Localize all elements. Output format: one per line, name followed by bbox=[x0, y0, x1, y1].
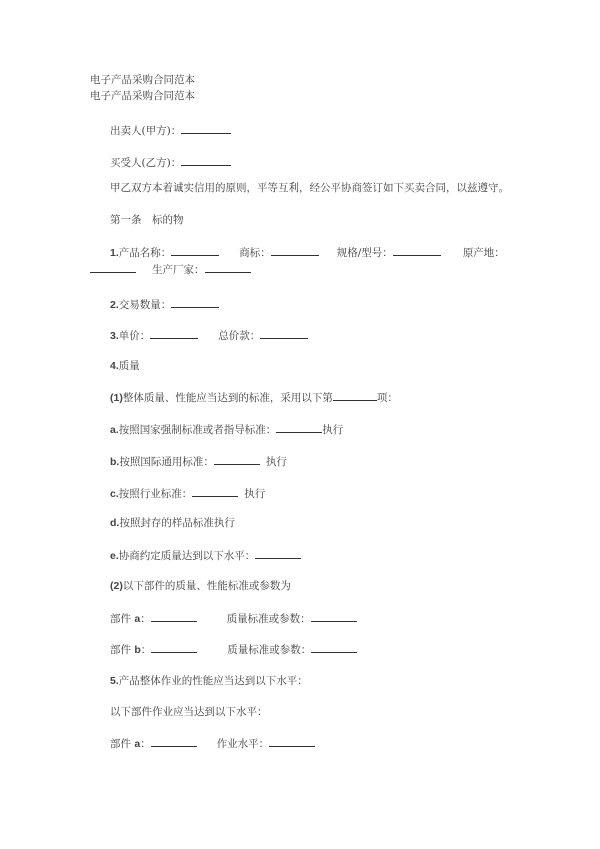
part-a-param-blank[interactable] bbox=[311, 612, 357, 622]
part-a2-colon: ： bbox=[140, 738, 151, 750]
item-5-line bbox=[110, 675, 308, 688]
quality-c-letter: c. bbox=[110, 488, 119, 500]
quality-1-number: (1) bbox=[110, 392, 123, 404]
part-a-blank[interactable] bbox=[151, 612, 197, 622]
document-title: 电子产品采购合同范本 bbox=[90, 74, 195, 86]
part-b-blank[interactable] bbox=[151, 643, 197, 653]
item-2-number: 2. bbox=[110, 299, 119, 311]
quality-a-suffix: 执行 bbox=[322, 424, 344, 436]
spec-label: 规格/型号： bbox=[336, 247, 393, 259]
spec-blank[interactable] bbox=[393, 246, 441, 256]
brand-blank[interactable] bbox=[271, 246, 319, 256]
item-5-text: 产品整体作业的性能应当达到以下水平： bbox=[118, 675, 308, 687]
quality-2-text: 以下部件的质量、性能标准或参数为 bbox=[122, 580, 291, 592]
article-1-heading: 第一条 标的物 bbox=[110, 214, 184, 226]
quality-e-line bbox=[110, 549, 301, 563]
quality-d-line bbox=[110, 517, 235, 530]
buyer-blank[interactable] bbox=[181, 156, 231, 166]
part-b-param-blank[interactable] bbox=[311, 643, 357, 653]
quality-a-letter: a. bbox=[110, 424, 119, 436]
total-price-label: 总价款： bbox=[218, 330, 261, 342]
part-a2-blank[interactable] bbox=[151, 737, 197, 747]
quality-2-number: (2) bbox=[110, 580, 123, 592]
brand-label: 商标： bbox=[239, 247, 271, 259]
quality-c-line bbox=[110, 487, 265, 501]
quality-b-blank[interactable] bbox=[214, 455, 260, 465]
part-a-colon: ： bbox=[140, 613, 151, 625]
document-subtitle: 电子产品采购合同范本 bbox=[90, 90, 195, 102]
item-2-line bbox=[110, 298, 219, 312]
unit-price-blank[interactable] bbox=[150, 329, 198, 339]
quality-heading: 质量 bbox=[118, 360, 140, 372]
item-1-line-2 bbox=[90, 263, 251, 277]
part-a-level-line bbox=[110, 737, 315, 751]
quality-a-text: 按照国家强制标准或者指导标准： bbox=[118, 424, 277, 436]
product-name-blank[interactable] bbox=[171, 246, 219, 256]
part-a2-label: 部件 bbox=[110, 738, 135, 750]
quality-b-letter: b. bbox=[110, 456, 120, 468]
maker-blank[interactable] bbox=[205, 263, 251, 273]
item-5-number: 5. bbox=[110, 675, 119, 687]
quality-2-line bbox=[110, 580, 291, 593]
item-1-number: 1. bbox=[110, 247, 119, 259]
quality-d-text: 按照封存的样品标准执行 bbox=[119, 517, 235, 529]
quantity-label: 交易数量： bbox=[118, 299, 172, 311]
quality-b-suffix: 执行 bbox=[265, 456, 287, 468]
part-a-letter: a bbox=[134, 613, 141, 625]
unit-price-label: 单价： bbox=[118, 330, 151, 342]
quality-a-blank[interactable] bbox=[276, 423, 322, 433]
part-a-label: 部件 bbox=[110, 613, 135, 625]
product-name-label: 产品名称： bbox=[118, 247, 172, 259]
origin-blank[interactable] bbox=[90, 263, 136, 273]
quality-b-text: 按照国际通用标准： bbox=[119, 456, 214, 468]
quality-1-suffix: 项： bbox=[376, 392, 398, 404]
quality-1-line bbox=[110, 391, 398, 405]
quality-e-blank[interactable] bbox=[255, 549, 301, 559]
item-3-line bbox=[110, 329, 308, 343]
quantity-blank[interactable] bbox=[171, 298, 219, 308]
intro-paragraph: 甲乙双方本着诚实信用的原则，平等互利，经公平协商签订如下买卖合同，以兹遵守。 bbox=[110, 182, 509, 194]
quality-a-line bbox=[110, 423, 343, 437]
total-price-blank[interactable] bbox=[260, 329, 308, 339]
item-1-line bbox=[110, 246, 505, 260]
part-b-letter: b bbox=[134, 644, 141, 656]
seller-label: 出卖人(甲方)： bbox=[110, 125, 182, 137]
item-4-number: 4. bbox=[110, 360, 119, 372]
quality-c-blank[interactable] bbox=[192, 487, 238, 497]
part-b-line bbox=[110, 643, 357, 657]
item-4-line bbox=[110, 360, 140, 373]
quality-c-text: 按照行业标准： bbox=[118, 488, 193, 500]
part-a-param-label: 质量标准或参数： bbox=[226, 613, 311, 625]
quality-c-suffix: 执行 bbox=[244, 488, 266, 500]
maker-label: 生产厂家： bbox=[152, 264, 205, 276]
part-a2-letter: a bbox=[134, 738, 141, 750]
part-b-colon: ： bbox=[140, 644, 152, 656]
part-a-line bbox=[110, 612, 357, 626]
seller-blank[interactable] bbox=[181, 124, 231, 134]
quality-e-letter: e. bbox=[110, 550, 119, 562]
seller-line bbox=[110, 124, 231, 138]
origin-label: 原产地： bbox=[462, 247, 505, 259]
buyer-label: 买受人(乙方)： bbox=[110, 157, 182, 169]
buyer-line bbox=[110, 156, 231, 170]
part-a2-level-label: 作业水平： bbox=[216, 738, 270, 750]
item-3-number: 3. bbox=[110, 330, 119, 342]
quality-1-text: 整体质量、性能应当达到的标准，采用以下第 bbox=[122, 392, 333, 404]
part-b-label: 部件 bbox=[110, 644, 135, 656]
quality-e-text: 协商约定质量达到以下水平： bbox=[118, 550, 256, 562]
parts-level-line: 以下部件作业应当达到以下水平： bbox=[110, 706, 268, 718]
quality-d-letter: d. bbox=[110, 517, 120, 529]
quality-b-line bbox=[110, 455, 287, 469]
part-a2-level-blank[interactable] bbox=[269, 737, 315, 747]
part-b-param-label: 质量标准或参数： bbox=[227, 644, 312, 656]
quality-1-blank[interactable] bbox=[333, 391, 377, 401]
